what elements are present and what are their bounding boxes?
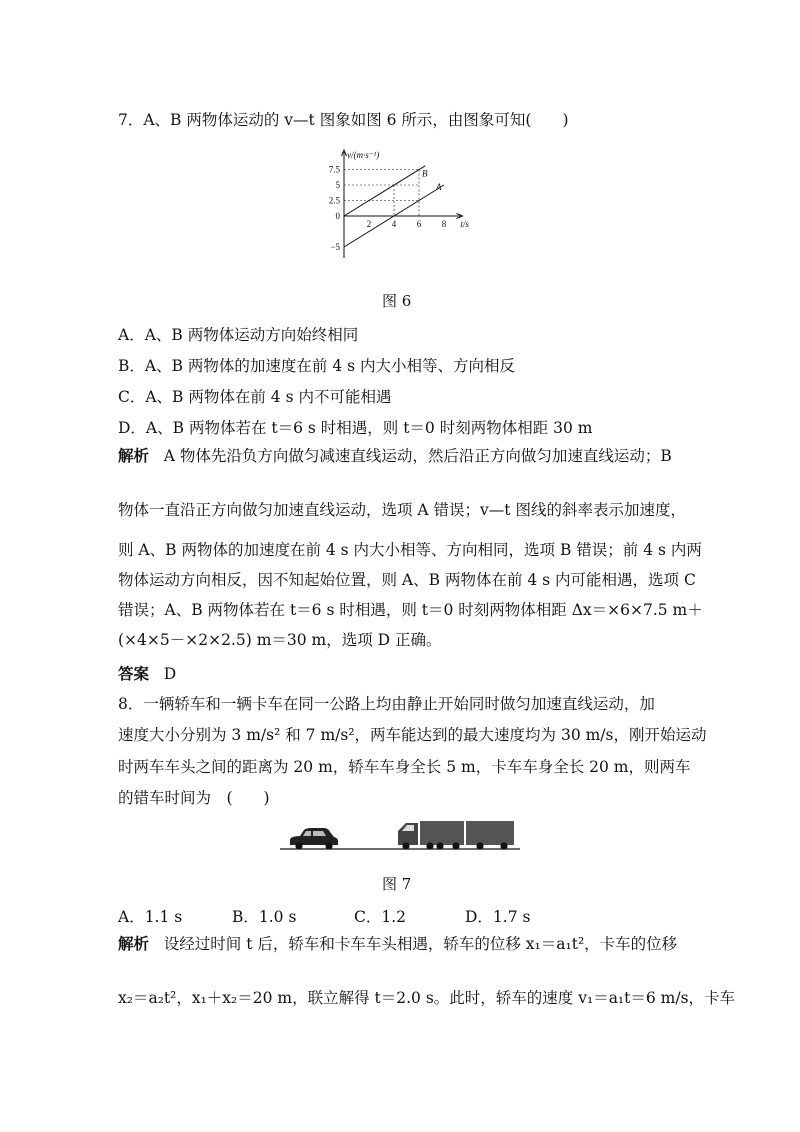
- truck-icon: [398, 821, 514, 850]
- y-tick-label: 5: [335, 180, 340, 190]
- vt-graph: [320, 148, 480, 258]
- q7-answer-label: 答案: [118, 665, 150, 683]
- q7-option-c: C．A、B 两物体在前 4 s 内不可能相遇: [118, 388, 392, 406]
- q7-analysis-line-3: 则 A、B 两物体的加速度在前 4 s 内大小相等、方向相同，选项 B 错误；前 4 s 内两: [118, 541, 702, 559]
- y-axis-label: v/(m·s⁻¹): [347, 150, 380, 160]
- q8-analysis-line-1: [118, 934, 677, 954]
- q8-stem-line-2: 速度大小分别为 3 m/s² 和 7 m/s²，两车能达到的最大速度均为 30 m/s，刚开始运动: [118, 726, 707, 744]
- x-axis-label: t/s: [460, 219, 470, 229]
- q8-stem-line-4: 的错车时间为 ( ): [118, 789, 270, 807]
- q8-option-c: C．1.2: [354, 908, 407, 926]
- q8-option-d: D．1.7 s: [465, 908, 531, 926]
- figure7-caption: 图 7: [382, 875, 412, 893]
- series-line-B: [344, 166, 425, 216]
- q8-option-b: B．1.0 s: [232, 908, 297, 926]
- q7-analysis-line-5: 错误；A、B 两物体若在 t＝6 s 时相遇，则 t＝0 时刻两物体相距 Δx＝×6×7.5 m＋: [118, 601, 703, 619]
- x-tick-label: 8: [441, 219, 447, 229]
- q7-option-b: B．A、B 两物体的加速度在前 4 s 内大小相等、方向相反: [118, 357, 515, 375]
- x-tick-label: 4: [391, 219, 397, 229]
- q8-analysis-label: 解析: [118, 935, 150, 953]
- x-tick-label: 2: [366, 219, 372, 229]
- y-tick-label: 2.5: [328, 195, 340, 206]
- x-tick-label: 6: [416, 219, 422, 229]
- q7-answer-value: D: [163, 665, 177, 683]
- q7-analysis-line-4: 物体运动方向相反，因不知起始位置，则 A、B 两物体在前 4 s 内可能相遇，选项 C: [118, 571, 696, 589]
- car-icon: [290, 828, 338, 850]
- y-tick-label: 7.5: [328, 164, 340, 175]
- q7-analysis-line-2: 物体一直沿正方向做匀加速直线运动，选项 A 错误；v—t 图线的斜率表示加速度，: [118, 501, 686, 519]
- q7-analysis-text-1: A 物体先沿负方向做匀减速直线运动，然后沿正方向做匀加速直线运动；B: [163, 447, 672, 465]
- q8-option-a: A．1.1 s: [118, 908, 183, 926]
- q7-option-d: D．A、B 两物体若在 t＝6 s 时相遇，则 t＝0 时刻两物体相距 30 m: [118, 419, 593, 437]
- q7-analysis-line-1: [118, 446, 672, 466]
- q8-analysis-line-2: x₂＝a₂t²，x₁＋x₂＝20 m，联立解得 t＝2.0 s。此时，轿车的速度 v₁＝a₁t＝6 m/s，卡车: [118, 989, 736, 1007]
- car-truck-figure: [280, 815, 520, 855]
- q7-stem: 7．A、B 两物体运动的 v—t 图象如图 6 所示，由图象可知( ): [118, 111, 569, 129]
- q7-analysis-line-6: (×4×5－×2×2.5) m＝30 m，选项 D 正确。: [118, 631, 442, 649]
- series-label-A: A: [436, 181, 442, 192]
- series-label-B: B: [422, 168, 428, 179]
- q7-option-a: A．A、B 两物体运动方向始终相同: [118, 326, 359, 344]
- q8-analysis-text-1: 设经过时间 t 后，轿车和卡车车头相遇，轿车的位移 x₁＝a₁t²，卡车的位移: [163, 935, 678, 953]
- q8-stem-line-1: 8．一辆轿车和一辆卡车在同一公路上均由静止开始同时做匀加速直线运动，加: [118, 695, 655, 713]
- q7-analysis-label: 解析: [118, 447, 150, 465]
- q8-stem-line-3: 时两车车头之间的距离为 20 m，轿车车身全长 5 m，卡车车身全长 20 m，则两车: [118, 758, 691, 776]
- y-tick-label: −5: [330, 242, 340, 252]
- q7-answer-line: [118, 664, 176, 684]
- figure6-caption: 图 6: [382, 292, 412, 310]
- y-tick-label: 0: [335, 211, 340, 221]
